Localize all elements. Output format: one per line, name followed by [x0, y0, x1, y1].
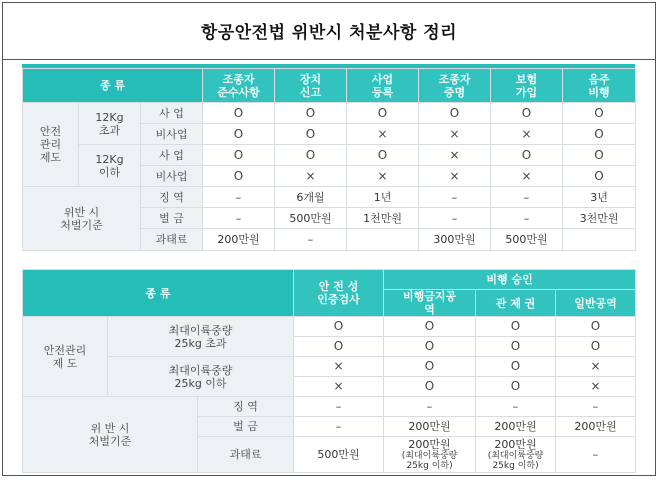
cell: × — [419, 166, 491, 187]
cell: – — [384, 397, 476, 417]
cell: O — [476, 377, 556, 397]
table-row — [23, 103, 636, 124]
cell: × — [294, 377, 384, 397]
header-general-airspace: 일반공역 — [556, 290, 636, 317]
cell: – — [275, 229, 347, 251]
cell: × — [294, 357, 384, 377]
penalty-label: 위 반 시 처벌기준 — [23, 397, 198, 473]
cell: O — [556, 337, 636, 357]
cell: – — [203, 187, 275, 208]
cell: × — [419, 124, 491, 145]
header-nofly-zone: 비행금지공 역 — [384, 290, 476, 317]
penalty-label: 위반 시 처벌기준 — [23, 187, 141, 251]
cell: O — [294, 317, 384, 337]
header-col: 보험 가입 — [491, 69, 563, 103]
cell — [563, 229, 636, 251]
cell: O — [476, 337, 556, 357]
cell: O — [384, 317, 476, 337]
cell: O — [203, 103, 275, 124]
cell: O — [384, 337, 476, 357]
cell: – — [294, 397, 384, 417]
cell: O — [419, 103, 491, 124]
penalty-type: 징 역 — [198, 397, 294, 417]
cell: O — [563, 124, 636, 145]
table-row — [23, 187, 636, 208]
cell: 6개월 — [275, 187, 347, 208]
cell: 3천만원 — [563, 208, 636, 229]
type-label: 사 업 — [141, 103, 203, 124]
cell: – — [419, 187, 491, 208]
penalty-type: 과태료 — [198, 437, 294, 473]
cell: × — [347, 166, 419, 187]
title-box — [2, 2, 656, 60]
cell — [347, 229, 419, 251]
cell: O — [347, 103, 419, 124]
cell: 500만원 — [294, 437, 384, 473]
cell: 500만원 — [491, 229, 563, 251]
header-col: 조종자 준수사항 — [203, 69, 275, 103]
cell-nofly-fine: 200만원 (최대이륙중량 25kg 이하) — [384, 437, 476, 473]
cell: O — [203, 166, 275, 187]
section-label-safety: 안전 관리 제도 — [23, 103, 79, 187]
table-row — [23, 357, 636, 377]
cell: O — [556, 317, 636, 337]
table-row — [23, 397, 636, 417]
cell: – — [491, 187, 563, 208]
table-row — [23, 317, 636, 337]
cell: 1년 — [347, 187, 419, 208]
penalty-type: 징 역 — [141, 187, 203, 208]
cell: O — [491, 145, 563, 166]
cell: – — [476, 397, 556, 417]
cell: O — [275, 103, 347, 124]
cell-control-fine: 200만원 (최대이륙중량 25kg 이하) — [476, 437, 556, 473]
cell: × — [491, 166, 563, 187]
cell: O — [203, 145, 275, 166]
cell: 200만원 — [384, 417, 476, 437]
cell: O — [563, 166, 636, 187]
cell: × — [556, 357, 636, 377]
weight-label: 12Kg 이하 — [79, 145, 141, 187]
page-title: 항공안전법 위반시 처분사항 정리 — [200, 23, 458, 43]
cell: O — [563, 103, 636, 124]
cell: 200만원 — [476, 417, 556, 437]
penalty-type: 벌 금 — [141, 208, 203, 229]
cell: O — [476, 317, 556, 337]
cell: 3년 — [563, 187, 636, 208]
header-col: 사업 등록 — [347, 69, 419, 103]
header-safety-cert: 안 전 성 인증검사 — [294, 270, 384, 317]
cell: – — [419, 208, 491, 229]
weight-label: 최대이륙중량 25kg 이하 — [108, 357, 294, 397]
type-label: 비사업 — [141, 166, 203, 187]
header-category: 종 류 — [23, 270, 294, 317]
cell: – — [203, 208, 275, 229]
cell: O — [563, 145, 636, 166]
cell: × — [556, 377, 636, 397]
header-col: 음주 비행 — [563, 69, 636, 103]
penalty-type: 벌 금 — [198, 417, 294, 437]
cell: 300만원 — [419, 229, 491, 251]
table-drone-regulations — [22, 68, 636, 251]
header-flight-approval: 비행 승인 — [384, 270, 636, 290]
cell: O — [275, 124, 347, 145]
cell: O — [491, 103, 563, 124]
type-label: 사 업 — [141, 145, 203, 166]
cell: × — [275, 166, 347, 187]
cell: O — [203, 124, 275, 145]
cell: 200만원 — [556, 417, 636, 437]
cell: 1천만원 — [347, 208, 419, 229]
cell: × — [347, 124, 419, 145]
cell: 200만원 — [203, 229, 275, 251]
weight-label: 최대이륙중량 25kg 초과 — [108, 317, 294, 357]
section-label-safety: 안전관리 제 도 — [23, 317, 108, 397]
cell: O — [294, 337, 384, 357]
cell: O — [347, 145, 419, 166]
penalty-type: 과태료 — [141, 229, 203, 251]
type-label: 비사업 — [141, 124, 203, 145]
cell: 500만원 — [275, 208, 347, 229]
cell: – — [556, 437, 636, 473]
header-category: 종 류 — [23, 69, 203, 103]
cell: – — [556, 397, 636, 417]
weight-label: 12Kg 초과 — [79, 103, 141, 145]
cell: – — [294, 417, 384, 437]
cell: × — [419, 145, 491, 166]
cell: – — [491, 208, 563, 229]
cell: O — [384, 357, 476, 377]
cell: × — [491, 124, 563, 145]
cell: O — [384, 377, 476, 397]
table-flight-approval — [22, 269, 636, 473]
cell: O — [476, 357, 556, 377]
header-col: 조종자 증명 — [419, 69, 491, 103]
header-col: 장치 신고 — [275, 69, 347, 103]
table-row — [23, 145, 636, 166]
cell: O — [275, 145, 347, 166]
header-control-zone: 관 제 권 — [476, 290, 556, 317]
